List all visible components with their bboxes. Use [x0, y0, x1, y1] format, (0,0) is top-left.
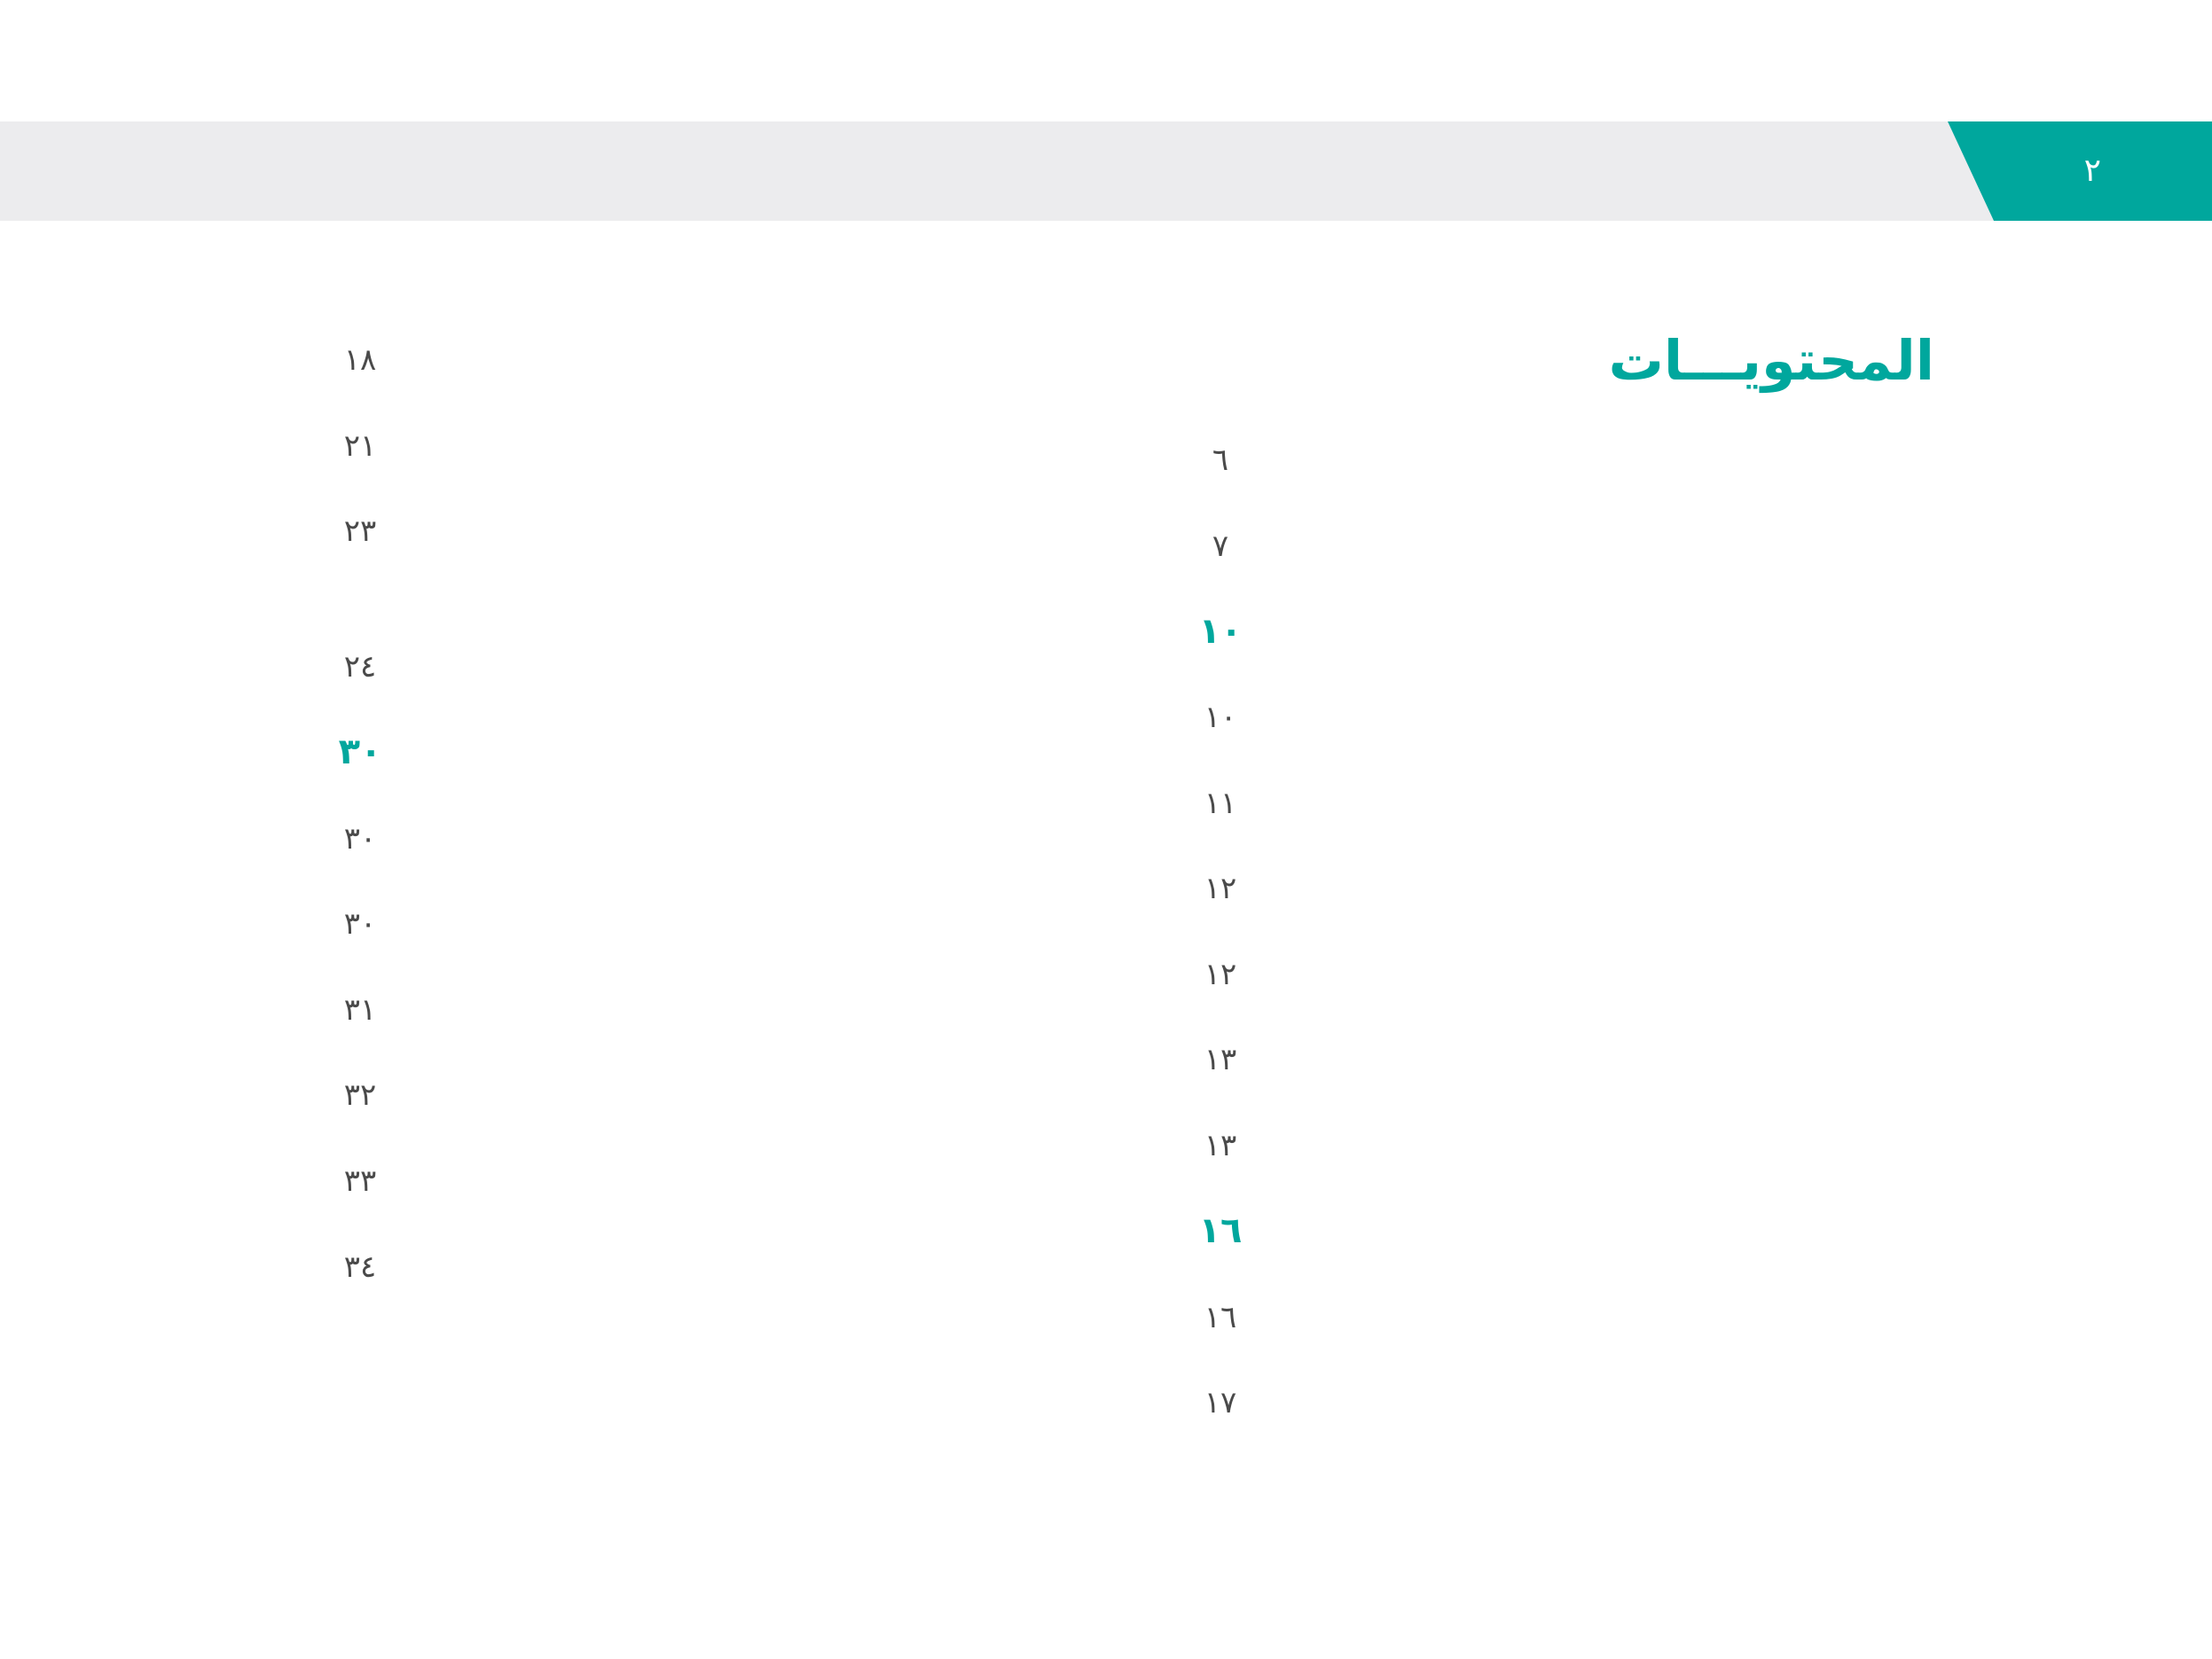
header-band	[0, 121, 2212, 221]
toc-entry-page: ١٢	[1204, 957, 1237, 992]
toc-entry-page: ٣٠	[343, 821, 377, 857]
page-number-tab	[1948, 121, 2212, 221]
toc-entry-page: ٣٠	[343, 906, 377, 942]
toc-entry-page: ٣٢	[343, 1077, 377, 1113]
toc-entry-page: ١٢	[1204, 871, 1237, 906]
toc-entry-page: ٣٣	[343, 1163, 377, 1199]
toc-entry-page: ٢٤	[343, 649, 377, 685]
toc-entry-page: ١٣	[1204, 1128, 1237, 1163]
toc-entry-page: ١٠	[1204, 700, 1237, 735]
toc-entry-page: ٢٣	[343, 513, 377, 549]
toc-entry-page: ١١	[1204, 786, 1237, 821]
toc-entry-page: ٣١	[343, 992, 377, 1028]
toc-entry-page: ١٠	[1198, 611, 1243, 652]
toc-entry-page: ٢١	[343, 428, 377, 464]
toc-title: المحتويـــات	[1608, 328, 1934, 393]
toc-entry-page: ٧	[1212, 528, 1229, 564]
toc-entry-page: ٦	[1212, 442, 1229, 478]
toc-entry-page: ١٨	[343, 342, 377, 378]
page-number: ٢	[2083, 153, 2101, 189]
toc-entry-page: ١٦	[1204, 1300, 1237, 1335]
toc-entry-page: ١٣	[1204, 1042, 1237, 1077]
toc-entry-page: ١٦	[1198, 1210, 1243, 1251]
toc-entry-page: ٣٤	[343, 1249, 377, 1285]
toc-entry-page: ١٧	[1204, 1385, 1237, 1420]
toc-entry-page: ٣٠	[338, 732, 382, 772]
